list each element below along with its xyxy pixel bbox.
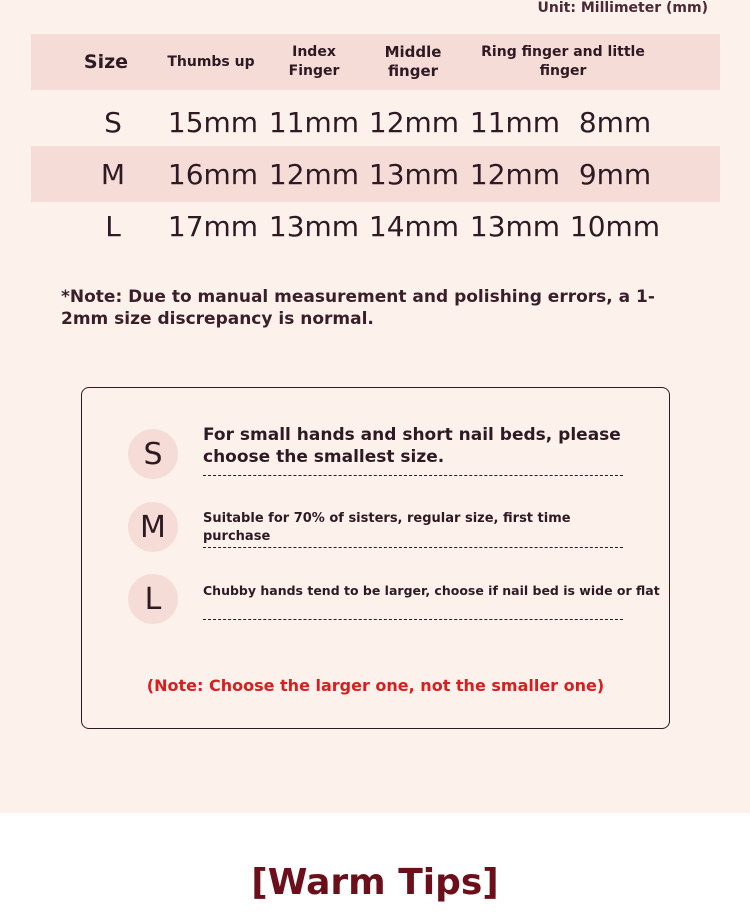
cell-index: 13mm	[268, 209, 360, 243]
dashed-divider	[203, 547, 623, 548]
header-thumb: Thumbs up	[167, 53, 255, 70]
table-header	[31, 34, 720, 90]
cell-thumb: 16mm	[167, 157, 259, 191]
table-row	[31, 198, 720, 254]
size-choice-note: (Note: Choose the larger one, not the smaller one)	[146, 676, 605, 695]
warm-tips-heading: [Warm Tips]	[251, 862, 499, 903]
cell-little: 10mm	[569, 209, 661, 243]
measurement-note: *Note: Due to manual measurement and polishing errors, a 1-2mm size discrepancy is normal.	[61, 287, 655, 329]
size-guide-text-s: For small hands and short nail beds, please choose the smallest size.	[203, 425, 621, 467]
cell-ring: 13mm	[469, 209, 561, 243]
cell-index: 12mm	[268, 157, 360, 191]
cell-thumb: 17mm	[167, 209, 259, 243]
cell-middle: 12mm	[368, 105, 460, 139]
cell-ring: 12mm	[469, 157, 561, 191]
cell-size: M	[100, 157, 126, 191]
cell-thumb: 15mm	[167, 105, 259, 139]
size-guide-box	[81, 387, 670, 729]
size-badge-m: M	[128, 502, 178, 552]
cell-little: 9mm	[578, 157, 652, 191]
header-size: Size	[83, 50, 129, 73]
size-guide-text-m: Suitable for 70% of sisters, regular size, first time purchase	[203, 511, 571, 544]
cell-ring: 11mm	[469, 105, 561, 139]
table-row	[31, 146, 720, 202]
header-middle: Middle finger	[384, 43, 442, 80]
dashed-divider	[203, 475, 623, 476]
cell-little: 8mm	[578, 105, 652, 139]
size-badge-s: S	[128, 429, 178, 479]
cell-size: L	[105, 209, 121, 243]
cell-index: 11mm	[268, 105, 360, 139]
size-badge-l: L	[128, 574, 178, 624]
cell-middle: 14mm	[368, 209, 460, 243]
header-ring-little: Ring finger and little finger	[481, 44, 645, 79]
size-guide-text-l: Chubby hands tend to be larger, choose if nail bed is wide or flat	[203, 583, 660, 598]
dashed-divider	[203, 619, 623, 620]
header-index: Index Finger	[288, 44, 340, 79]
unit-label: Unit: Millimeter (mm)	[537, 0, 708, 16]
cell-middle: 13mm	[368, 157, 460, 191]
cell-size: S	[104, 105, 122, 139]
table-row	[31, 94, 720, 150]
